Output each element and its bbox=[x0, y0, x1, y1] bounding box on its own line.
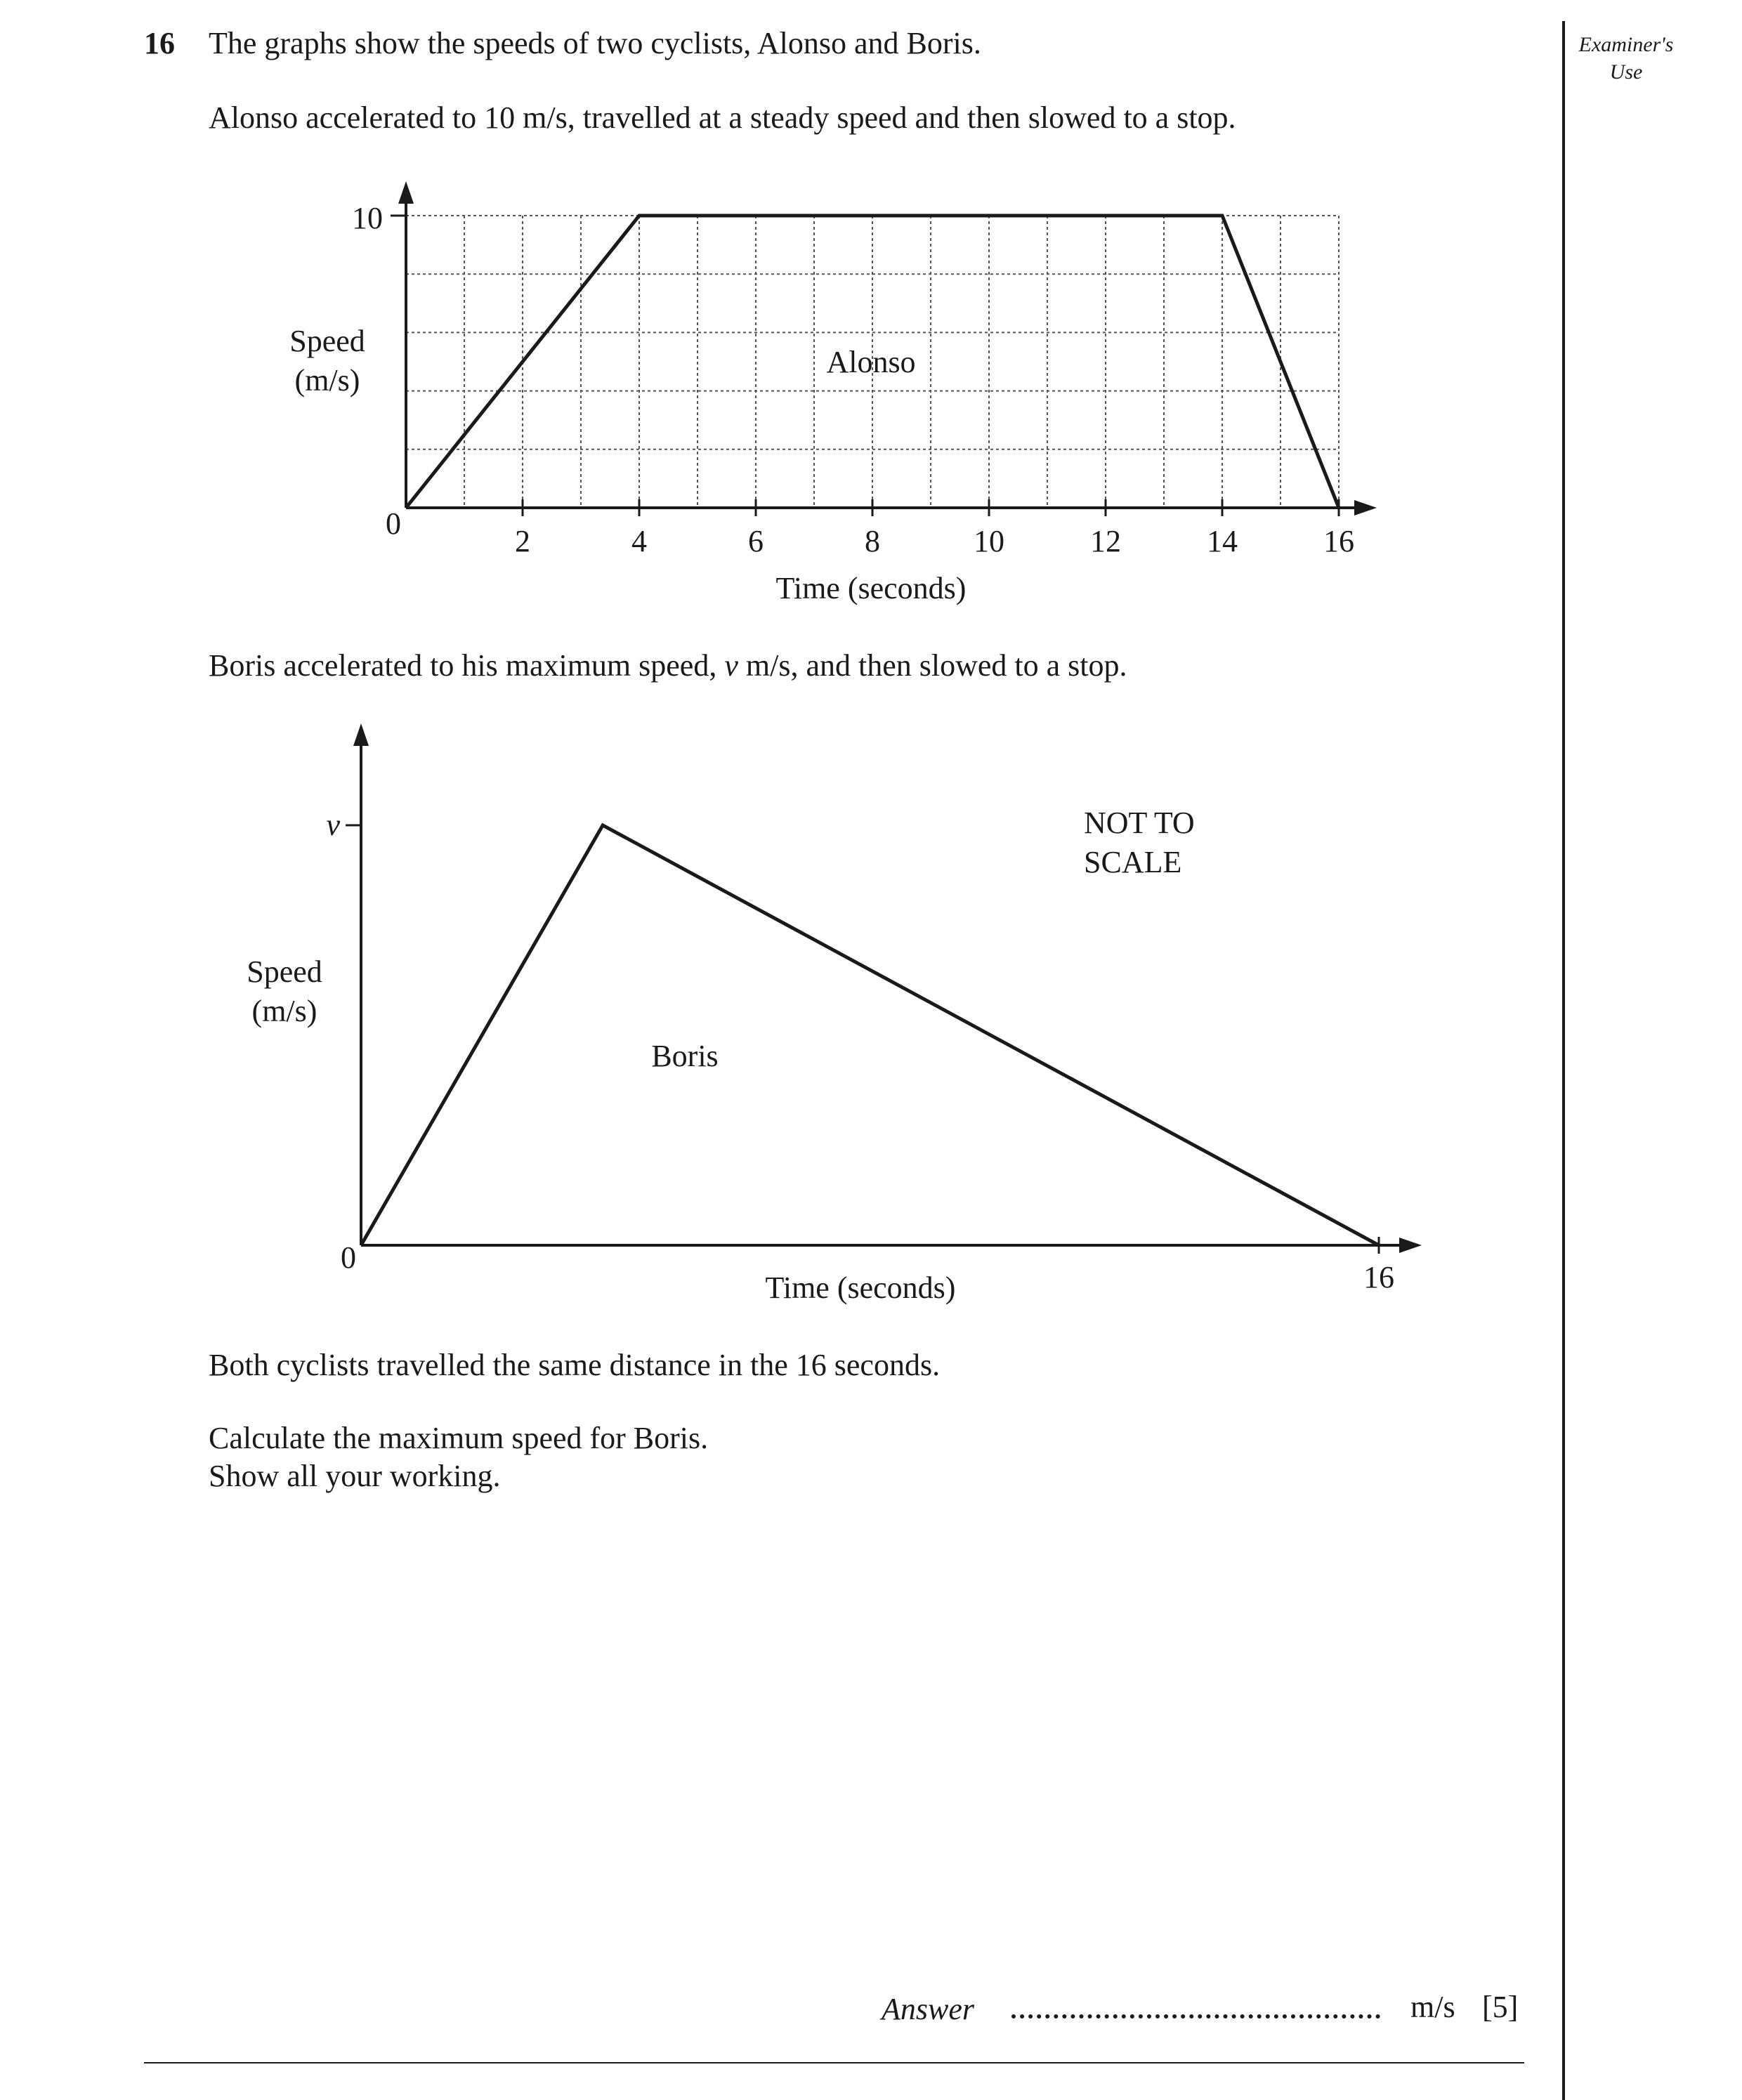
boris-axes bbox=[353, 723, 1422, 1253]
alonso-series-label: Alonso bbox=[826, 345, 916, 379]
answer-units: m/s bbox=[1410, 1990, 1455, 2024]
alonso-x-tick-label: 14 bbox=[1207, 524, 1238, 558]
boris-note-line2: SCALE bbox=[1084, 845, 1182, 879]
show-working-instruction: Show all your working. bbox=[209, 1459, 501, 1493]
boris-x-tick-label: 16 bbox=[1363, 1260, 1394, 1294]
boris-speed-line bbox=[361, 825, 1379, 1245]
boris-origin-label: 0 bbox=[341, 1240, 356, 1275]
alonso-x-tick-label: 8 bbox=[865, 524, 880, 558]
same-distance-statement: Both cyclists travelled the same distance in the 16 seconds. bbox=[209, 1348, 941, 1382]
working-space[interactable] bbox=[209, 1517, 1529, 1967]
boris-plot bbox=[361, 825, 1379, 1245]
alonso-x-tick-label: 4 bbox=[631, 524, 647, 558]
boris-description-part1: Boris accelerated to his maximum speed, bbox=[209, 648, 725, 683]
boris-ylabel-line1: Speed bbox=[247, 954, 322, 989]
alonso-x-tick-label: 16 bbox=[1323, 524, 1354, 558]
question-intro: The graphs show the speeds of two cyclists, Alonso and Boris. bbox=[209, 26, 981, 60]
boris-description-part2: m/s, and then slowed to a stop. bbox=[738, 648, 1127, 683]
boris-x-axis-arrow bbox=[1399, 1238, 1422, 1253]
question-number: 16 bbox=[144, 26, 175, 60]
boris-xlabel: Time (seconds) bbox=[765, 1271, 956, 1305]
boris-ticks bbox=[326, 808, 1394, 1294]
answer-label: Answer bbox=[882, 1992, 974, 2026]
answer-line[interactable] bbox=[1011, 2014, 1380, 2019]
alonso-ylabel-line1: Speed bbox=[289, 324, 365, 358]
boris-y-axis-arrow bbox=[353, 723, 369, 746]
bottom-rule bbox=[144, 2062, 1524, 2063]
alonso-xlabel: Time (seconds) bbox=[775, 571, 967, 605]
calculate-instruction: Calculate the maximum speed for Boris. bbox=[209, 1421, 709, 1455]
alonso-origin-label: 0 bbox=[386, 506, 401, 541]
alonso-x-tick-label: 12 bbox=[1090, 524, 1121, 558]
marks-allocation: [5] bbox=[1482, 1990, 1519, 2024]
alonso-x-tick-label: 6 bbox=[748, 524, 764, 558]
examiners-use-line1: Examiner's bbox=[1578, 33, 1674, 56]
alonso-ylabel-line2: (m/s) bbox=[294, 363, 360, 398]
boris-y-tick-label: v bbox=[326, 808, 340, 842]
boris-note-line1: NOT TO bbox=[1084, 806, 1195, 840]
boris-series-label: Boris bbox=[651, 1039, 719, 1073]
examiners-use-line2: Use bbox=[1609, 60, 1643, 84]
boris-description-variable: v bbox=[724, 648, 738, 683]
boris-ylabel-line2: (m/s) bbox=[251, 994, 317, 1028]
alonso-ytick-label: 10 bbox=[352, 201, 383, 235]
alonso-description: Alonso accelerated to 10 m/s, travelled at a steady speed and then slowed to a stop. bbox=[209, 100, 1236, 135]
alonso-x-tick-label: 2 bbox=[515, 524, 530, 558]
alonso-x-tick-label: 10 bbox=[974, 524, 1004, 558]
